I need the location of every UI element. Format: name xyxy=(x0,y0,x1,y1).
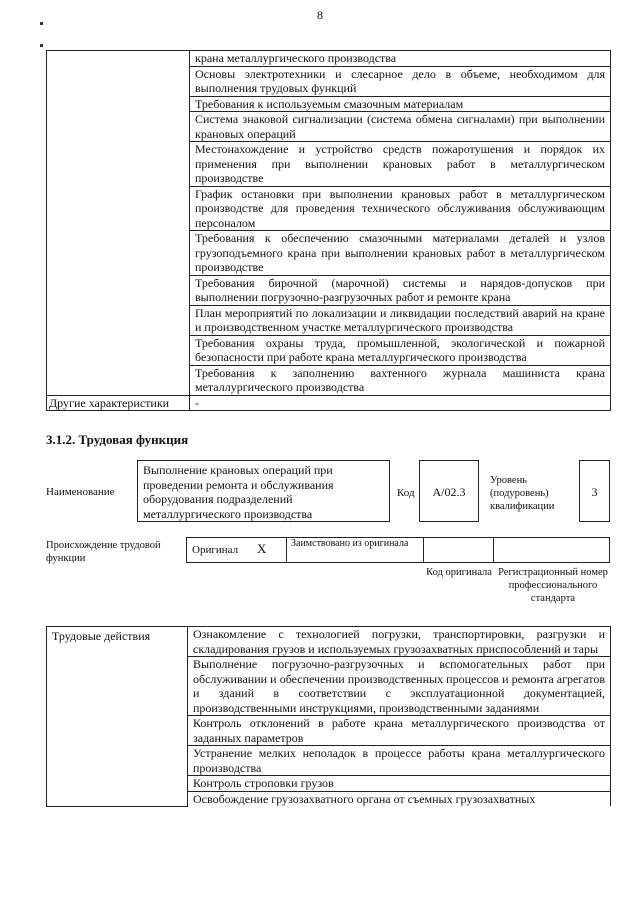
table-row xyxy=(47,51,611,67)
origin-label: Происхождение трудовой функции xyxy=(46,540,161,564)
table-cell: Ознакомление с технологией погрузки, транспортировки, разгрузки и складирования грузов и используемых грузозахватных приспособлений и тары xyxy=(188,627,611,657)
code-original-cell xyxy=(423,537,494,563)
table-cell: Контроль отклонений в работе крана металлургического производства от заданных параметров xyxy=(188,716,611,746)
table-cell: Выполнение погрузочно-разгрузочных и вспомогательных работ при обслуживании и обеспечении производственных процессов и ремонта агрегатов и зданий в соответствии с эксплуатационной документацией, производственными инструкциями, производственными заданиями xyxy=(188,657,611,716)
table-cell: Требования к обеспечению смазочными материалами деталей и узлов грузоподъемного крана при выполнении крановых работ в металлургическом производстве xyxy=(190,231,611,276)
function-code-box: А/02.3 xyxy=(419,460,479,522)
section-title: 3.1.2. Трудовая функция xyxy=(46,432,189,447)
actions-label: Трудовые действия xyxy=(47,627,188,807)
empty-label-cell xyxy=(47,51,190,396)
borrowed-label: Заимствовано из оригинала xyxy=(291,538,409,549)
code-label: Код xyxy=(397,487,415,499)
table-cell: Требования к заполнению вахтенного журнала машиниста крана металлургического производства xyxy=(190,365,611,395)
table-cell: Освобождение грузозахватного органа от съемных грузозахватных xyxy=(188,791,611,806)
table-row xyxy=(47,627,611,657)
original-mark: X xyxy=(257,541,267,556)
original-label: Оригинал xyxy=(192,544,239,556)
table-cell: Основы электротехники и слесарное дело в объеме, необходимом для выполнения трудовых функций xyxy=(190,66,611,96)
table-cell: Система знаковой сигнализации (система обмена сигналами) при выполнении крановых операций xyxy=(190,112,611,142)
table-cell: Требования охраны труда, промышленной, экологической и пожарной безопасности при работе крана металлургического производства xyxy=(190,335,611,365)
scan-mark xyxy=(40,44,43,47)
table-cell: Местонахождение и устройство средств пожаротушения и порядок их применения при выполнении крановых работ в металлургическом производстве xyxy=(190,142,611,187)
function-name-box: Выполнение крановых операций при проведении ремонта и обслуживания оборудования подразделений металлургического производства xyxy=(137,460,390,522)
other-characteristics-label: Другие характеристики xyxy=(47,395,190,411)
name-label: Наименование xyxy=(46,486,115,498)
knowledge-table xyxy=(46,50,611,411)
table-cell: Устранение мелких неполадок в процессе работы крана металлургического производства xyxy=(188,746,611,776)
other-characteristics-value: - xyxy=(190,395,611,411)
page-number: 8 xyxy=(317,8,323,22)
table-cell: Требования бирочной (марочной) системы и нарядов-допусков при выполнении погрузочно-разгрузочных работ и ремонте крана xyxy=(190,275,611,305)
reg-number-caption: Регистрационный номер профессионального стандарта xyxy=(498,567,608,604)
table-cell: Требования к используемым смазочным материалам xyxy=(190,96,611,112)
table-cell: График остановки при выполнении крановых работ в металлургическом производстве для проведения технического обслуживания обслуживающим персоналом xyxy=(190,186,611,231)
level-label: Уровень (подуровень) квалификации xyxy=(490,475,555,512)
table-row xyxy=(47,395,611,411)
level-box: 3 xyxy=(579,460,610,522)
table-cell: План мероприятий по локализации и ликвидации последствий аварий на кране и производственном участке металлургического производства xyxy=(190,305,611,335)
table-cell: Контроль строповки грузов xyxy=(188,776,611,792)
code-original-caption: Код оригинала xyxy=(426,567,492,578)
table-cell: крана металлургического производства xyxy=(190,51,611,67)
actions-table xyxy=(46,626,611,807)
